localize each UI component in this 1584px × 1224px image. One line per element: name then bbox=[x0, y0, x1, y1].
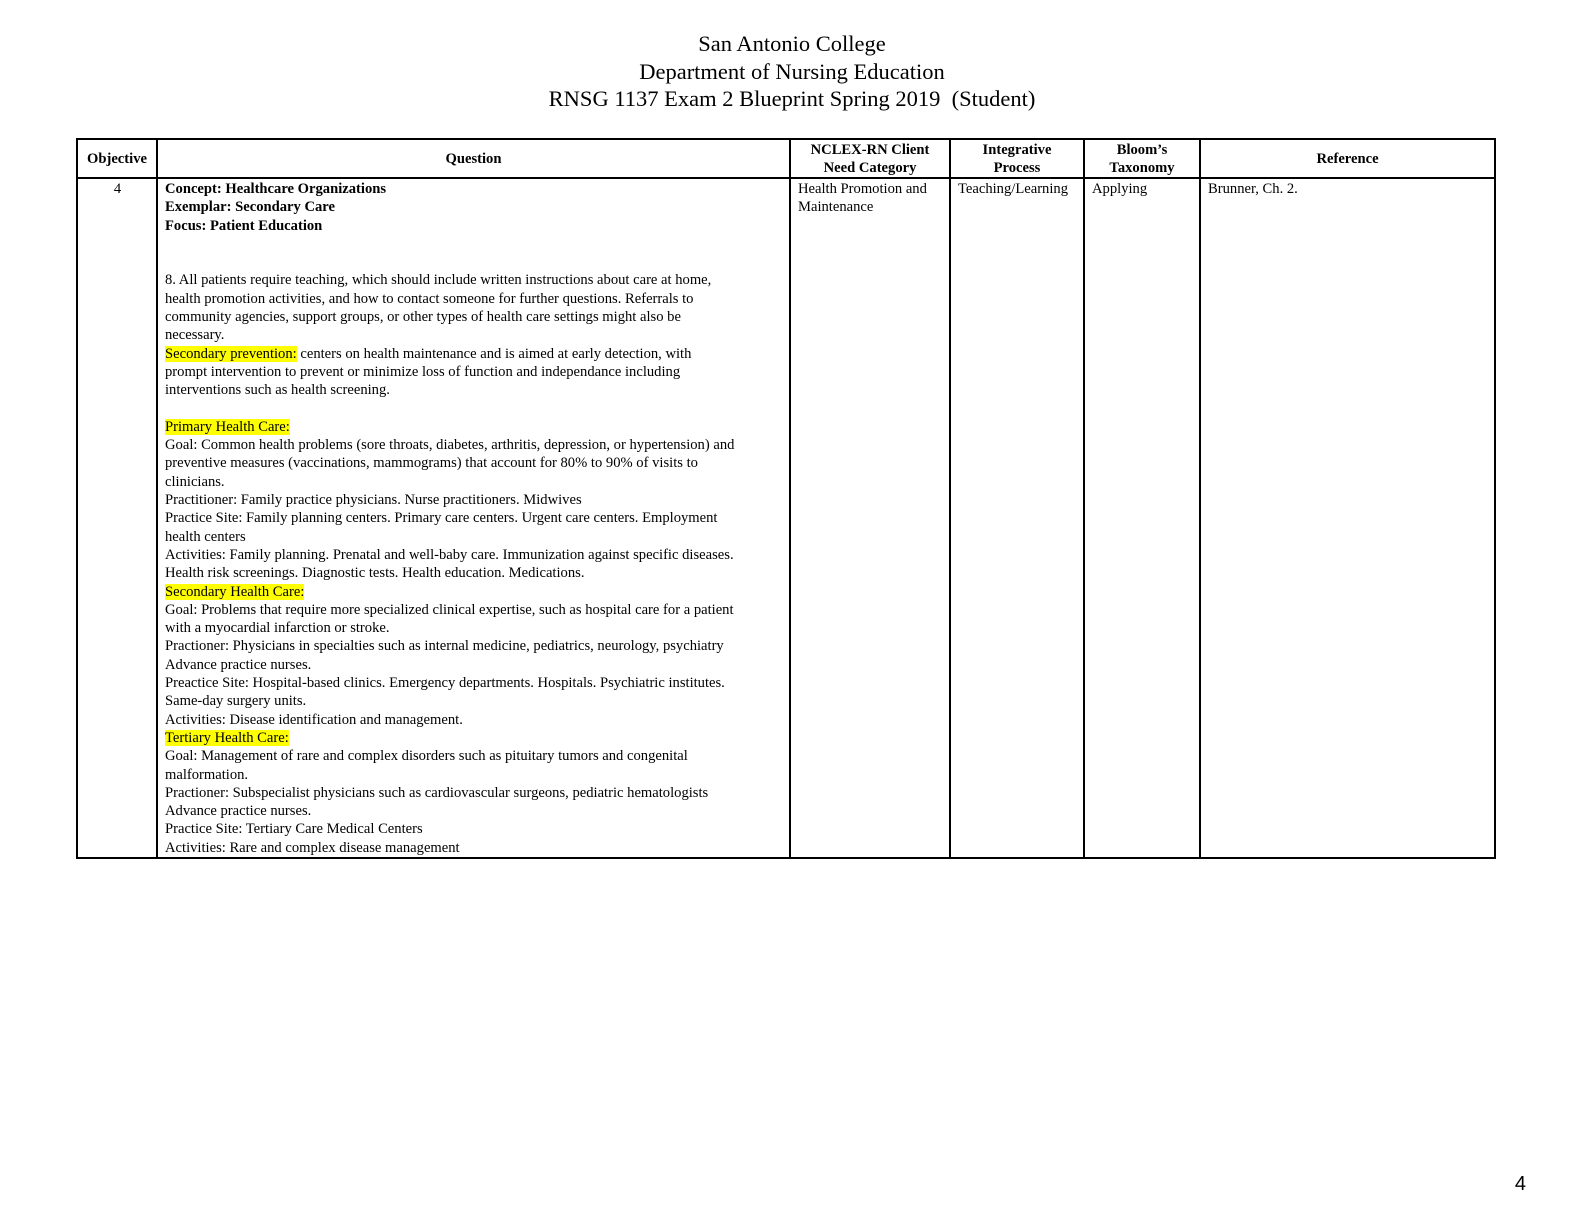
col-header-reference: Reference bbox=[1200, 139, 1495, 178]
primary-care-text: Goal: Common health problems (sore throats, diabetes, arthritis, depression, or hypertension) and bbox=[165, 437, 735, 454]
page-number: 4 bbox=[1514, 1173, 1526, 1195]
tertiary-care-text: Advance practice nurses. bbox=[165, 803, 312, 820]
tertiary-care-text: Practioner: Subspecialist physicians such as cardiovascular surgeons, pediatric hematologists bbox=[165, 784, 709, 801]
primary-care-heading bbox=[165, 418, 783, 436]
secondary-care-text: with a myocardial infarction or stroke. bbox=[165, 620, 390, 637]
secondary-prevention-body: centers on health maintenance and is aimed at early detection, with bbox=[296, 345, 692, 362]
spacer bbox=[165, 400, 783, 418]
secondary-care-text: Goal: Problems that require more specialized clinical expertise, such as hospital care for a patient bbox=[165, 601, 734, 618]
tertiary-care-highlight: Tertiary Health Care: bbox=[165, 729, 289, 746]
nclex-cell bbox=[790, 178, 950, 858]
secondary-care-text: Advance practice nurses. bbox=[165, 656, 312, 673]
col-header-nclex-line2: Need Category bbox=[823, 160, 917, 176]
tertiary-care-text: Goal: Management of rare and complex disorders such as pituitary tumors and congenital bbox=[165, 748, 688, 765]
tertiary-care-text: Practice Site: Tertiary Care Medical Centers bbox=[165, 821, 423, 838]
secondary-prevention-text: interventions such as health screening. bbox=[165, 382, 390, 399]
objective-cell: 4 bbox=[77, 178, 157, 858]
primary-care-text: Practice Site: Family planning centers. Primary care centers. Urgent care centers. Employment bbox=[165, 510, 718, 527]
tertiary-care-text: malformation. bbox=[165, 766, 249, 783]
col-header-blooms-line1: Bloom’s bbox=[1116, 142, 1168, 158]
nclex-value-line2: Maintenance bbox=[798, 199, 874, 216]
secondary-care-text: Activities: Disease identification and management. bbox=[165, 711, 463, 728]
question-text: 8. All patients require teaching, which should include written instructions about care at home, bbox=[165, 272, 712, 289]
primary-care-text: Health risk screenings. Diagnostic tests. Health education. Medications. bbox=[165, 565, 585, 582]
col-header-blooms-line2: Taxonomy bbox=[1109, 160, 1175, 176]
primary-care-text: clinicians. bbox=[165, 473, 225, 490]
spacer bbox=[165, 235, 783, 253]
integrative-cell: Teaching/Learning bbox=[950, 178, 1084, 858]
focus-label: Focus: Patient Education bbox=[165, 217, 323, 234]
college-name: San Antonio College bbox=[698, 31, 886, 56]
exemplar-label: Exemplar: Secondary Care bbox=[165, 199, 335, 216]
table-row bbox=[77, 178, 1495, 858]
department-name: Department of Nursing Education bbox=[639, 58, 945, 84]
primary-care-text: health centers bbox=[165, 528, 246, 545]
question-text: health promotion activities, and how to contact someone for further questions. Referrals to bbox=[165, 290, 694, 307]
col-header-objective: Objective bbox=[77, 139, 157, 178]
secondary-prevention-text bbox=[165, 345, 783, 363]
table-header-row bbox=[77, 139, 1495, 178]
col-header-integrative-line2: Process bbox=[993, 160, 1041, 176]
reference-cell: Brunner, Ch. 2. bbox=[1200, 178, 1495, 858]
document-header bbox=[0, 30, 1584, 113]
secondary-prevention-text: prompt intervention to prevent or minimize loss of function and independance including bbox=[165, 363, 681, 380]
secondary-care-text: Preactice Site: Hospital-based clinics. Emergency departments. Hospitals. Psychiatric institutes. bbox=[165, 675, 725, 692]
primary-care-text: preventive measures (vaccinations, mammograms) that account for 80% to 90% of visits to bbox=[165, 455, 698, 472]
tertiary-care-text: Activities: Rare and complex disease management bbox=[165, 839, 460, 856]
secondary-care-text: Practioner: Physicians in specialties such as internal medicine, pediatrics, neurology, psychiatry bbox=[165, 638, 724, 655]
col-header-integrative-line1: Integrative bbox=[982, 142, 1052, 158]
primary-care-highlight: Primary Health Care: bbox=[165, 418, 290, 435]
concept-label: Concept: Healthcare Organizations bbox=[165, 181, 387, 197]
col-header-nclex-line1: NCLEX-RN Client bbox=[810, 142, 930, 158]
secondary-care-heading bbox=[165, 583, 783, 601]
primary-care-text: Activities: Family planning. Prenatal and well-baby care. Immunization against specific diseases. bbox=[165, 546, 734, 563]
blueprint-table bbox=[76, 138, 1496, 859]
document-title: RNSG 1137 Exam 2 Blueprint Spring 2019 (Student) bbox=[548, 86, 1036, 111]
question-cell bbox=[157, 178, 790, 858]
spacer bbox=[165, 253, 783, 271]
col-header-question: Question bbox=[157, 139, 790, 178]
secondary-prevention-highlight: Secondary prevention: bbox=[165, 345, 297, 362]
col-header-blooms bbox=[1084, 139, 1200, 178]
secondary-care-highlight: Secondary Health Care: bbox=[165, 583, 305, 600]
col-header-integrative bbox=[950, 139, 1084, 178]
secondary-care-text: Same-day surgery units. bbox=[165, 693, 307, 710]
nclex-value-line1: Health Promotion and bbox=[798, 181, 927, 197]
col-header-nclex bbox=[790, 139, 950, 178]
blooms-cell: Applying bbox=[1084, 178, 1200, 858]
question-text: necessary. bbox=[165, 327, 225, 344]
tertiary-care-heading bbox=[165, 729, 783, 747]
question-text: community agencies, support groups, or other types of health care settings might also be bbox=[165, 309, 681, 326]
primary-care-text: Practitioner: Family practice physicians. Nurse practitioners. Midwives bbox=[165, 492, 582, 509]
